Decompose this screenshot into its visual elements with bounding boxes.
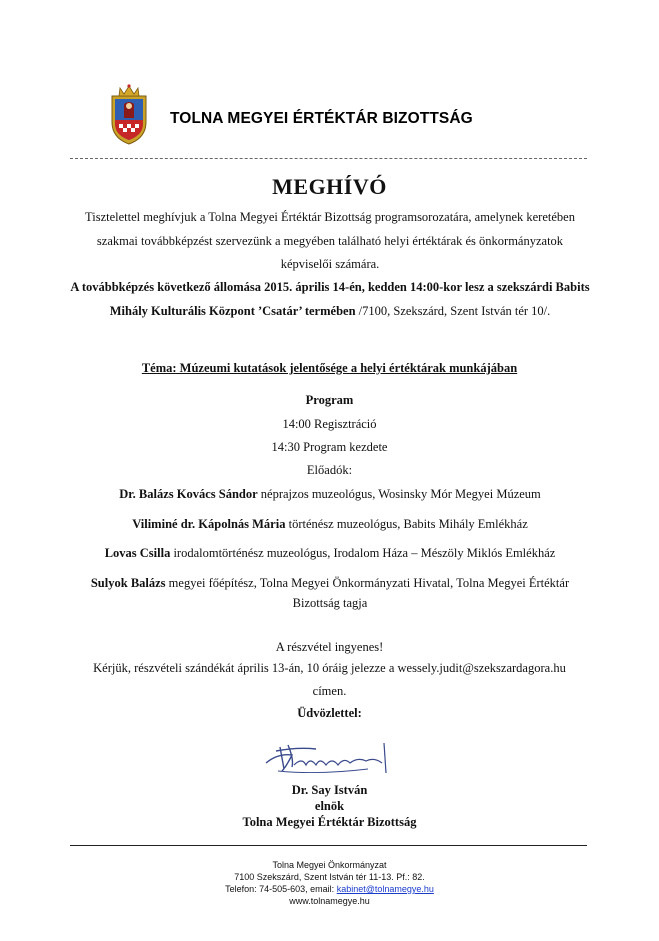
signature-image (258, 733, 398, 777)
speaker-entry (70, 543, 590, 563)
rsvp-request: Kérjük, részvételi szándékát április 13-án, 10 óráig jelezze a wessely.judit@szekszardagora.hu (93, 661, 566, 675)
org-title: TOLNA MEGYEI ÉRTÉKTÁR BIZOTTSÁG (170, 110, 473, 127)
speaker-role: történész muzeológus, Babits Mihály Emlékház (285, 517, 528, 531)
program-item: 14:00 Regisztráció (282, 417, 377, 431)
program-item: 14:30 Program kezdete (271, 440, 388, 454)
coat-of-arms-icon (106, 82, 152, 146)
footer-divider (70, 845, 587, 846)
speakers-label: Előadók: (306, 463, 353, 477)
header-divider (70, 158, 587, 159)
footer-website[interactable]: www.tolnamegye.hu (289, 896, 370, 906)
footer-email-link[interactable]: kabinet@tolnamegye.hu (336, 884, 434, 894)
speaker-name: Sulyok Balázs (90, 576, 166, 590)
signer-name: Dr. Say István (291, 783, 368, 797)
greeting: Üdvözlettel: (297, 706, 362, 720)
signer-org: Tolna Megyei Értéktár Bizottság (242, 815, 417, 829)
speaker-role: irodalomtörténész muzeológus, Irodalom Háza – Mészöly Miklós Emlékház (170, 546, 556, 560)
program-heading: Program (305, 393, 354, 407)
footer-phone: Telefon: 74-505-603, email: (225, 884, 337, 894)
signer-title: elnök (314, 799, 345, 813)
footer-address: 7100 Szekszárd, Szent István tér 11-13. Pf.: 82. (234, 872, 425, 882)
speaker-entry (70, 573, 590, 613)
speaker-entry (70, 484, 590, 504)
footer-org: Tolna Megyei Önkormányzat (272, 860, 387, 870)
theme-heading: Téma: Múzeumi kutatások jelentősége a helyi értéktárak munkájában (141, 361, 518, 375)
speaker-name: Viliminé dr. Kápolnás Mária (132, 517, 286, 531)
footer-contact (0, 883, 659, 896)
details-bold: A továbbképzés következő állomása 2015. április 14-én, kedden 14:00-kor lesz a szekszárdi Babits Mihály Kulturális Központ ’Csatár’ termében (70, 280, 590, 318)
invitation-title: MEGHÍVÓ (272, 174, 387, 199)
speaker-name: Lovas Csilla (104, 546, 171, 560)
rsvp-request-end: címen. (312, 684, 347, 698)
details-paragraph (70, 276, 590, 323)
details-address: /7100, Szekszárd, Szent István tér 10/. (355, 303, 551, 318)
speaker-role: néprajzos muzeológus, Wosinsky Mór Megyei Múzeum (257, 487, 541, 501)
speaker-name: Dr. Balázs Kovács Sándor (119, 487, 258, 501)
intro-paragraph: Tisztelettel meghívjuk a Tolna Megyei Értéktár Bizottság programsorozatára, amelynek keretében szakmai továbbképzést szervezünk a megyében található helyi értéktárak és önkormányzatok képviselői számára. (85, 210, 575, 271)
free-participation: A részvétel ingyenes! (275, 640, 384, 654)
speaker-entry (70, 514, 590, 534)
speaker-role: megyei főépítész, Tolna Megyei Önkormányzati Hivatal, Tolna Megyei Értéktár Bizottság tagja (165, 576, 570, 610)
